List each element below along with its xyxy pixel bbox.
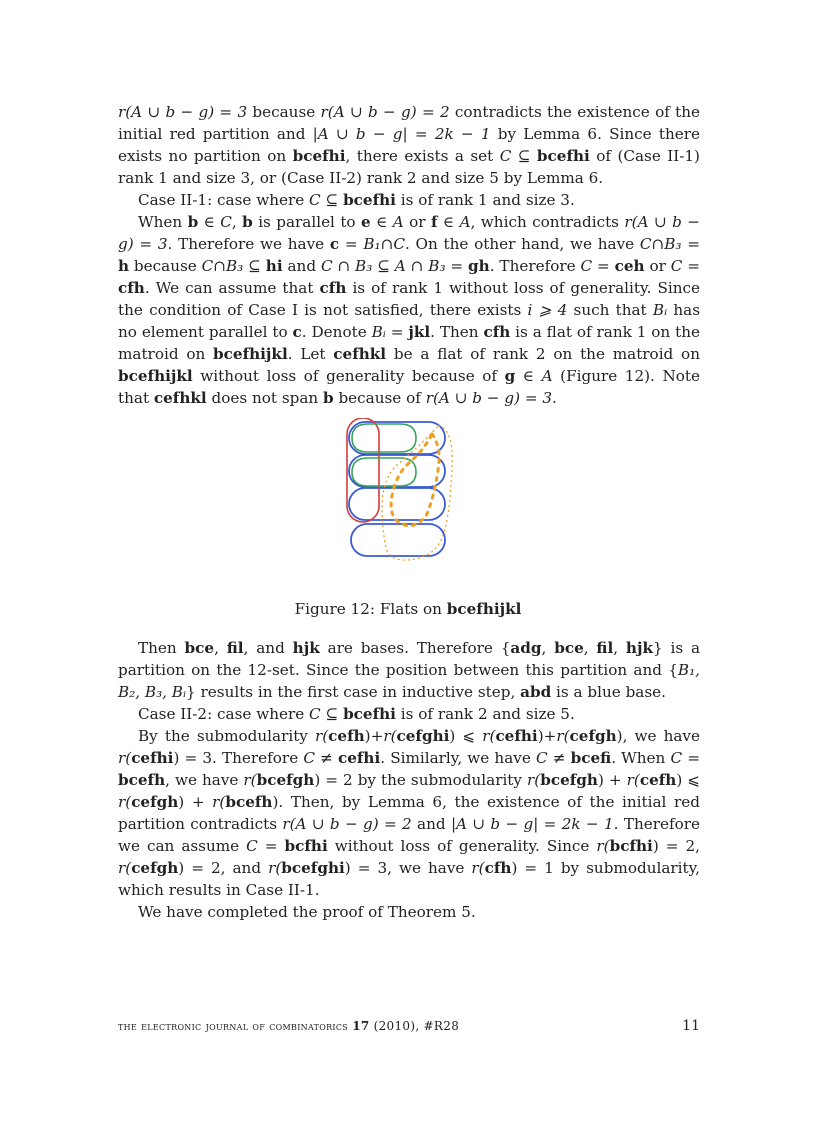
- text-run: by Lemma 6. Since there exists no partition on: [118, 125, 700, 165]
- text-run: bcefgh: [540, 771, 598, 789]
- text-run: cefhi: [495, 727, 538, 745]
- text-run: abd: [520, 683, 552, 701]
- text-run: . Therefore we have: [167, 235, 330, 253]
- text-run: =: [592, 257, 615, 275]
- blue-base-4: [351, 524, 445, 556]
- caption-set: bcefhijkl: [446, 600, 522, 618]
- text-run: because of: [333, 389, 426, 407]
- text-run: hi: [265, 257, 283, 275]
- text-run: C ≠: [535, 749, 571, 767]
- text-run: bcefh: [225, 793, 273, 811]
- text-run: cefhi: [131, 749, 174, 767]
- text-run: C∩B₃ ⊆: [201, 257, 266, 275]
- text-run: |A ∪ b − g| = 2k − 1: [450, 815, 614, 833]
- text-run: r(: [118, 749, 132, 767]
- text-run: b: [187, 213, 199, 231]
- text-run: jkl: [408, 323, 431, 341]
- paragraph-conclusion: [118, 901, 700, 923]
- text-run: c: [329, 235, 340, 253]
- text-run: ∈: [515, 367, 542, 385]
- text-run: , there exists a set: [345, 147, 500, 165]
- text-run: cefgh: [569, 727, 617, 745]
- text-run: and: [282, 257, 321, 275]
- text-run: cefh: [328, 727, 365, 745]
- text-run: are bases. Therefore {: [319, 639, 511, 657]
- text-run: Bᵢ: [371, 323, 386, 341]
- text-run: is of rank 1 without loss of generality. Since the condition of Case I is not satisfied, there exists: [118, 279, 700, 319]
- text-run: adg: [510, 639, 542, 657]
- text-run: =: [682, 749, 700, 767]
- journal-citation: [118, 1017, 459, 1035]
- text-run: A: [392, 213, 404, 231]
- text-run: of (Case II-1) rank 1 and size 3, or (Case II-2) rank 2 and size 5 by Lemma 6.: [118, 147, 700, 187]
- text-run: bcefhi: [292, 147, 346, 165]
- text-run: cefh: [639, 771, 677, 789]
- text-run: ), we have: [616, 727, 701, 745]
- text-run: is of rank 2 and size 5.: [395, 705, 575, 723]
- text-run: because: [129, 257, 202, 275]
- text-run: We have completed the proof of Theorem 5.: [138, 903, 476, 921]
- text-run: )+: [537, 727, 557, 745]
- text-run: ) = 3, we have: [344, 859, 472, 877]
- text-run: and: [411, 815, 451, 833]
- text-run: =: [445, 257, 469, 275]
- text-run: C∩B₃: [639, 235, 682, 253]
- text-run: gh: [468, 257, 490, 275]
- caption-prefix: Figure 12: Flats on: [294, 600, 447, 618]
- paragraph-2: [118, 211, 700, 409]
- text-run: cfh: [118, 279, 145, 297]
- text-run: bcefgh: [256, 771, 315, 789]
- text-run: Case II-2: case where: [138, 705, 310, 723]
- text-run: ,: [214, 639, 227, 657]
- paragraph-case-ii-1: [118, 189, 700, 211]
- text-run: , which contradicts: [470, 213, 625, 231]
- text-run: =: [682, 257, 701, 275]
- text-run: r(: [118, 859, 132, 877]
- page-number: 11: [682, 1018, 700, 1034]
- text-run: c: [292, 323, 302, 341]
- journal-name: the electronic journal of combinatorics: [118, 1019, 349, 1033]
- text-run: cefghi: [396, 727, 450, 745]
- text-run: or: [403, 213, 431, 231]
- text-run: ) ⩽: [449, 727, 483, 745]
- figure-caption: [0, 598, 816, 620]
- text-run: Case II-1: case where: [138, 191, 310, 209]
- text-run: is parallel to: [252, 213, 361, 231]
- text-run: bcefhijkl: [213, 345, 288, 363]
- text-run: Then: [138, 639, 185, 657]
- text-run: r(: [314, 727, 329, 745]
- text-run: without loss of generality. Since: [327, 837, 597, 855]
- text-run: C ≠: [303, 749, 338, 767]
- text-run: C: [580, 257, 593, 275]
- paragraph-3: [118, 637, 700, 703]
- text-run: ) = 2, and: [178, 859, 269, 877]
- text-run: b: [242, 213, 253, 231]
- text-run: r(: [118, 793, 132, 811]
- text-run: B₁∩C: [363, 235, 405, 253]
- text-run: r(: [471, 859, 485, 877]
- text-run: =: [257, 837, 285, 855]
- text-run: r(: [596, 837, 610, 855]
- text-run: . Therefore: [489, 257, 581, 275]
- text-run: ) +: [178, 793, 213, 811]
- text-run: bce: [184, 639, 215, 657]
- text-run: r(: [527, 771, 541, 789]
- text-run: cfh: [319, 279, 347, 297]
- text-run: C ⊆: [309, 191, 344, 209]
- text-run: g: [504, 367, 516, 385]
- text-run: r(: [626, 771, 640, 789]
- text-run: fil: [596, 639, 614, 657]
- text-lower: [118, 637, 700, 923]
- text-run: .: [552, 389, 557, 407]
- text-run: hjk: [292, 639, 320, 657]
- text-run: . Denote: [301, 323, 372, 341]
- text-run: or: [644, 257, 671, 275]
- text-run: contradicts the existence of the initial red partition and: [118, 103, 701, 143]
- text-run: ∈: [370, 213, 393, 231]
- text-run: =: [681, 235, 700, 253]
- text-run: r(A ∪ b − g) = 3: [118, 103, 248, 121]
- text-run: r(: [482, 727, 496, 745]
- text-run: cefhi: [337, 749, 381, 767]
- text-run: } is a partition on the 12-set. Since the position between this partition and {: [118, 639, 701, 679]
- text-run: cefgh: [131, 793, 179, 811]
- text-run: Bᵢ: [652, 301, 668, 319]
- journal-volume: 17: [352, 1019, 370, 1033]
- text-run: r(: [556, 727, 570, 745]
- text-run: ,: [231, 213, 243, 231]
- text-run: . Then: [430, 323, 484, 341]
- text-run: has no element parallel to: [118, 301, 700, 341]
- text-run: is of rank 1 and size 3.: [395, 191, 575, 209]
- text-run: , and: [243, 639, 293, 657]
- text-run: ceh: [614, 257, 645, 275]
- text-run: . When: [611, 749, 671, 767]
- text-run: r(: [383, 727, 397, 745]
- text-run: e: [361, 213, 371, 231]
- text-run: bcefhi: [343, 191, 396, 209]
- green-flat-1: [352, 424, 416, 452]
- text-run: =: [385, 323, 409, 341]
- text-run: r(: [212, 793, 226, 811]
- text-run: bcefhijkl: [118, 367, 193, 385]
- text-run: )+: [364, 727, 384, 745]
- journal-year-article: (2010), #R28: [369, 1019, 460, 1033]
- text-run: , we have: [165, 771, 244, 789]
- text-run: (Figure 12). Note that: [118, 367, 700, 407]
- orange-flat-inner: [391, 434, 439, 526]
- text-run: h: [118, 257, 130, 275]
- text-run: C: [246, 837, 258, 855]
- text-run: fil: [226, 639, 244, 657]
- text-run: C: [670, 749, 683, 767]
- text-run: |A ∪ b − g| = 2k − 1: [312, 125, 491, 143]
- text-run: does not span: [206, 389, 323, 407]
- text-run: A: [541, 367, 553, 385]
- text-run: because: [247, 103, 321, 121]
- text-run: ) = 3. Therefore: [173, 749, 304, 767]
- text-run: ) ⩽: [676, 771, 701, 789]
- text-run: cefgh: [131, 859, 179, 877]
- text-run: bcfhi: [284, 837, 328, 855]
- text-run: . On the other hand, we have: [404, 235, 640, 253]
- text-run: . Let: [287, 345, 334, 363]
- text-run: cfh: [483, 323, 511, 341]
- text-run: r(: [243, 771, 257, 789]
- text-run: is a flat of rank 1 on the matroid on: [118, 323, 700, 363]
- text-run: without loss of generality because of: [192, 367, 505, 385]
- text-run: be a flat of rank 2 on the matroid on: [386, 345, 700, 363]
- text-run: bcefghi: [281, 859, 345, 877]
- text-run: bcefh: [118, 771, 166, 789]
- text-run: A: [459, 213, 471, 231]
- text-run: ) = 2 by the submodularity: [314, 771, 528, 789]
- text-run: f: [430, 213, 438, 231]
- text-run: C ∩ B₃ ⊆ A ∩ B₃: [320, 257, 446, 275]
- text-run: } results in the first case in inductive step,: [186, 683, 521, 701]
- text-run: r(: [268, 859, 282, 877]
- text-run: ∈: [437, 213, 460, 231]
- text-run: B₁, B₂, B₃, Bᵢ: [118, 661, 700, 701]
- text-run: bcefhi: [343, 705, 396, 723]
- text-run: ) +: [597, 771, 627, 789]
- text-run: ) = 1 by submodularity, which results in Case II-1.: [118, 859, 701, 899]
- text-run: . Similarly, we have: [380, 749, 536, 767]
- text-run: C ⊆: [499, 147, 537, 165]
- text-run: bcefi: [570, 749, 612, 767]
- text-run: ∈: [198, 213, 221, 231]
- paragraph-1: [118, 101, 700, 189]
- text-run: hjk: [625, 639, 653, 657]
- text-run: When: [138, 213, 188, 231]
- text-run: such that: [567, 301, 653, 319]
- text-run: By the submodularity: [138, 727, 315, 745]
- text-run: C: [220, 213, 232, 231]
- text-run: cefhkl: [153, 389, 207, 407]
- text-run: cfh: [484, 859, 512, 877]
- text-run: . We can assume that: [144, 279, 320, 297]
- text-run: C: [670, 257, 683, 275]
- text-run: r(A ∪ b − g) = 2: [320, 103, 450, 121]
- paragraph-case-ii-2: [118, 703, 700, 725]
- text-run: bce: [554, 639, 584, 657]
- text-run: ) = 2,: [652, 837, 700, 855]
- text-run: ). Then, by Lemma 6, the existence of the initial red partition contradicts: [118, 793, 700, 833]
- blue-base-2: [349, 455, 445, 487]
- text-run: b: [323, 389, 334, 407]
- text-run: is a blue base.: [551, 683, 666, 701]
- paragraph-4: [118, 725, 700, 901]
- text-run: i ⩾ 4: [527, 301, 568, 319]
- text-run: C ⊆: [309, 705, 344, 723]
- text-run: bcfhi: [609, 837, 653, 855]
- figure-12: [338, 418, 456, 568]
- text-run: ,: [541, 639, 555, 657]
- text-run: r(A ∪ b − g) = 3: [425, 389, 553, 407]
- text-run: r(A ∪ b − g) = 3: [118, 213, 700, 253]
- text-run: r(A ∪ b − g) = 2: [282, 815, 412, 833]
- text-run: ,: [583, 639, 597, 657]
- text-run: bcefhi: [536, 147, 590, 165]
- text-run: cefhkl: [333, 345, 387, 363]
- text-upper: [118, 101, 700, 409]
- text-run: . Therefore we can assume: [118, 815, 700, 855]
- text-run: ,: [613, 639, 626, 657]
- text-run: =: [339, 235, 364, 253]
- green-flat-2: [352, 458, 416, 486]
